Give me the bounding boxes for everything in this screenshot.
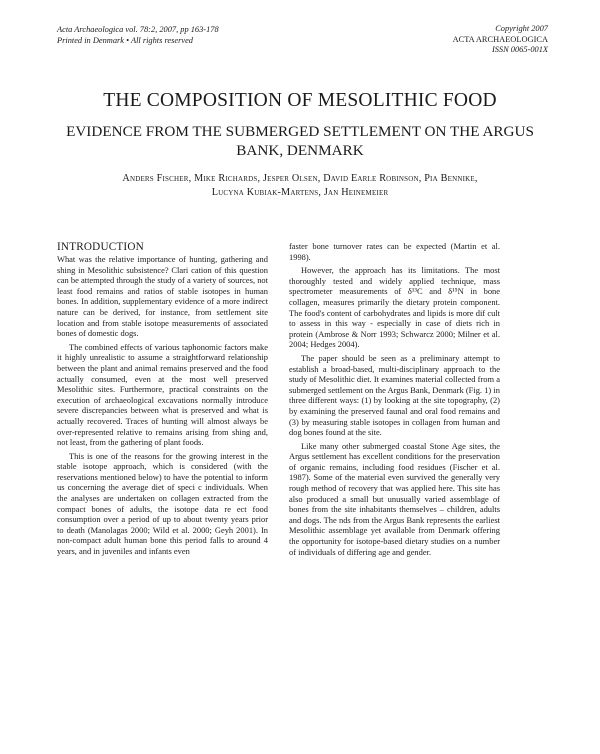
paragraph: faster bone turnover rates can be expected (Martin et al. 1998). [289,241,500,262]
section-heading: INTRODUCTION [57,241,144,253]
right-column [289,241,500,560]
issn-line: ISSN 0065-001X [491,45,548,54]
authors-line-1: Anders Fischer, Mike Richards, Jesper Olsen, David Earle Robinson, Pia Bennike, [122,173,478,184]
journal-masthead [453,24,548,56]
journal-name: ACTA ARCHAEOLOGICA [452,34,548,44]
article-title: THE COMPOSITION OF MESOLITHIC FOOD [103,90,497,111]
paragraph: Like many other submerged coastal Stone Age sites, the Argus settlement has excellent conditions for the preservation of organic remains, including food residues (Fischer et al. 1987). Some of the material even survived the generally very rough method of recovery that was applied here. This site has also produced a small but unusually varied assemblage of bones from the site inhabitants themselves – children, adults and dogs. The nds from the Argus Bank represents the earliest Mesolithic assemblage yet available from Denmark offering the opportunity for isotope-based dietary studies on a number of individuals of differing age and gender. [289,440,500,557]
journal-citation [57,24,219,46]
authors-line-2: Lucyna Kubiak-Martens, Jan Heinemeier [211,187,389,198]
author-list [80,172,520,200]
paragraph: However, the approach has its limitations. The most thoroughly tested and widely applied technique, mass spectrometer measurements of δ¹³C and δ¹⁵N in bone collagen, measures primarily the dietary protein component. The food's content of carbohydrates and lipids is more dif cult to assess in this way - especially in case of diets rich in protein (Ambrose & Norr 1993; Schwarcz 2000; Milner et al. 2004; Hedges 2004). [289,265,500,350]
paragraph: The paper should be seen as a preliminary attempt to establish a broad-based, multi-disciplinary approach to the study of Mesolithic diet. It examines material collected from a submerged settlement on the Argus Bank, Denmark (Fig. 1) in three different ways: (1) by looking at the site topography, (2) by examining the preserved faunal and oral food remains and (3) by measuring stable isotopes in collagen from human and dog bones found at the site. [289,352,500,438]
journal-line: Acta Archaeologica vol. 78:2, 2007, pp 163-178 [57,25,219,34]
article-subtitle: EVIDENCE FROM THE SUBMERGED SETTLEMENT ON THE ARGUS BANK, DENMARK [66,123,534,159]
copyright-line: Copyright 2007 [495,24,548,33]
paragraph: What was the relative importance of hunting, gathering and shing in Mesolithic subsistence? Clari cation of this question can be attempted through the study of a variety of sources, not least food remains and ratios of stable isotopes in human bones. In addition, supplementary evidence of a more indirect nature can be derived, for instance, from settlement site location and from stable isotope measurements of associated bones of domestic dogs. [57,254,268,339]
left-column [57,241,268,560]
paragraph: This is one of the reasons for the growing interest in the stable isotope approach, which is considered (with the reservations mentioned below) to have the potential to inform us concerning the average diet of speci c individuals. When the analyses are undertaken on collagen extracted from the compact bones of adults, the isotope data re ect food consumption over a period of up to about twenty years prior to death (Manolagas 2000; Wild et al. 2000; Geyh 2001). In non-compact adult human bone this period falls to around 4 years, and in juveniles and infants even [57,450,268,557]
paragraph: The combined effects of various taphonomic factors make it highly unrealistic to assume a straightforward relationship between the plant and animal remains preserved and the food actually consumed, even at the most well preserved Mesolithic sites. Furthermore, practical constraints on the execution of archaeological excavations normally introduce severe discrepancies between what is preserved and what is actually recovered. Traces of hunting will almost always be over-represented relative to remains arising from shing and, not least, from the gathering of plant foods. [57,341,268,448]
printed-line: Printed in Denmark • All rights reserved [57,36,193,45]
